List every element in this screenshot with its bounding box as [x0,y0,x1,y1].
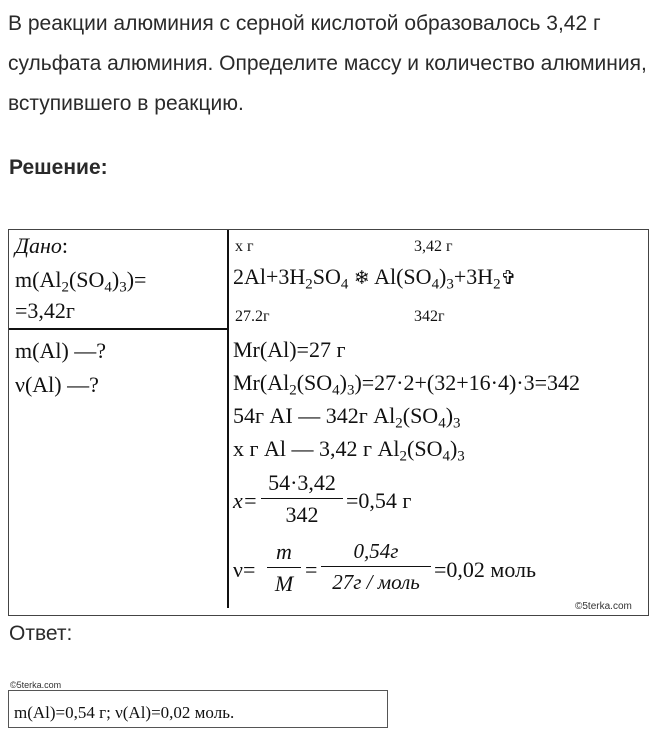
ratio-line-1 [233,403,461,432]
label-x-grams: х г [235,238,254,255]
formula-part: ) [445,403,454,428]
formula-part: 2Al+3H [233,264,306,289]
nu-fraction [267,539,301,597]
column-divider [227,230,229,608]
formula-part: )=27·2+(32+16·4)·3=342 [354,370,581,395]
formula-part: m(Al [15,267,62,292]
label-272: 27.2г [235,308,270,325]
nu-denominator: M [274,571,294,596]
label-342-grams: 3,42 г [414,238,453,255]
find-amount: ν(Al) —? [15,372,99,397]
formula-part: ) [111,267,120,292]
formula-sub: 2 [289,382,297,399]
nu-lhs: ν= [233,557,256,582]
formula-part: (SO [68,267,105,292]
ratio-line-2 [233,436,465,465]
gas-arrow-icon: ✞ [500,267,517,289]
reaction-equation [233,264,517,293]
formula-sub: 3 [346,382,355,399]
formula-part: Al(SO [374,264,432,289]
find-mass: m(Al) —? [15,338,107,363]
formula-part: (SO [402,403,439,428]
given-title-text: Дано [15,233,62,258]
formula-sub: 2 [61,279,69,296]
nu-value-fraction [321,539,431,595]
formula-part: ) [439,264,447,289]
formula-part: +3H [453,264,494,289]
fraction-bar [267,567,301,568]
fraction-bar [321,566,431,567]
formula-sub: 4 [340,276,349,293]
formula-part: (SO [407,436,443,461]
solution-table [8,229,649,616]
formula-sub: 4 [438,415,446,432]
nu-numerator: m [276,539,292,564]
formula-sub: 3 [453,415,461,432]
label-342: 342г [414,308,445,325]
formula-part: х г Al — 3,42 г Al [233,436,400,461]
formula-part: 54г AI — 342г Al [233,403,396,428]
given-divider [9,328,228,330]
formula-part: Mr(Al [233,370,290,395]
nu-value-numerator: 0,54г [353,539,399,563]
x-lhs: x= [233,488,258,513]
given-title [15,233,68,259]
x-denominator: 342 [285,502,319,527]
x-numerator: 54·3,42 [268,470,336,495]
watermark: ©5terka.com [575,601,632,612]
given-mass-sulfate [15,267,147,296]
fraction-bar [261,498,343,499]
answer-box [8,690,388,728]
formula-sub: 3 [457,448,465,465]
nu-result: =0,02 моль [434,557,537,582]
nu-value-denominator: 27г / моль [332,570,420,594]
formula-sub: 2 [493,276,501,293]
reaction-arrow-icon: ❄ [353,267,370,289]
formula-part: ) [449,436,458,461]
formula-part: )= [126,267,147,292]
answer-text: m(Al)=0,54 г; ν(Al)=0,02 моль. [14,703,235,722]
x-fraction [261,470,343,528]
formula-sub: 3 [119,279,127,296]
formula-sub: 4 [104,279,112,296]
given-mass-value: =3,42г [15,298,75,323]
given-colon: : [61,233,69,258]
formula-sub: 2 [399,448,408,465]
formula-sub: 2 [395,415,403,432]
mr-sulfate [233,370,581,399]
formula-part: (SO [296,370,333,395]
x-result: =0,54 г [346,488,412,513]
problem-statement: В реакции алюминия с серной кислотой образовалось 3,42 г сульфата алюминия. Определите массу и количество алюминия, вступившего в реакцию. [8,12,647,115]
answer-watermark: ©5terka.com [10,680,62,690]
solution-heading: Решение: [9,156,108,179]
formula-part: SO [312,264,341,289]
formula-sub: 3 [446,276,454,293]
formula-sub: 4 [332,382,340,399]
formula-part: ) [339,370,347,395]
answer-label: Ответ: [9,622,73,645]
formula-sub: 2 [305,276,313,293]
formula-sub: 4 [442,448,450,465]
mr-aluminium: Mr(Al)=27 г [233,337,346,362]
formula-sub: 4 [431,276,440,293]
equals-sign: = [305,557,318,582]
